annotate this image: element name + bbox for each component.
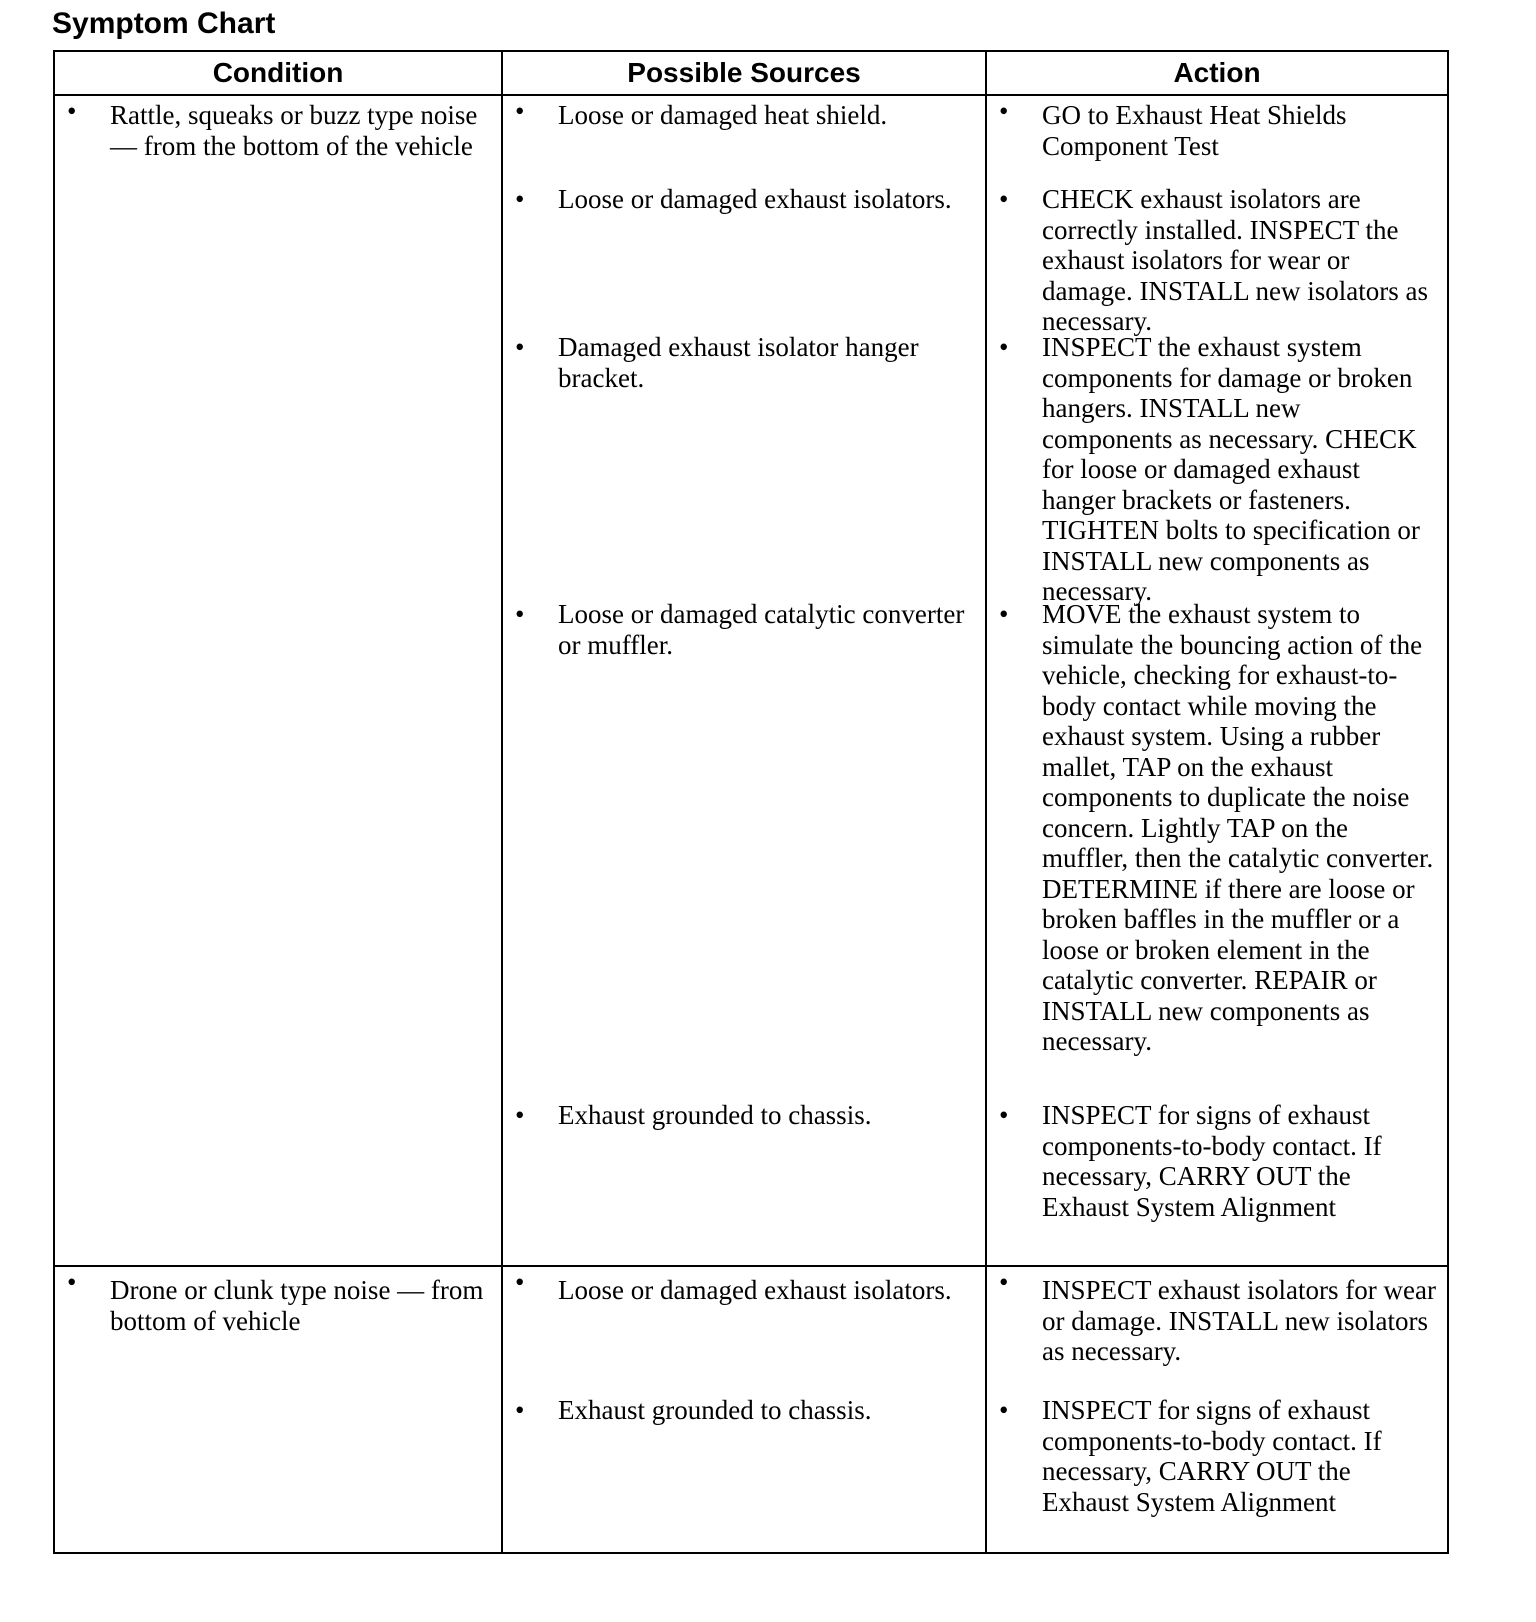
sources-actions [503, 1267, 1447, 1552]
bullet-icon: • [999, 332, 1009, 362]
bullet-icon: • [67, 96, 77, 126]
bullet-icon: • [515, 184, 525, 214]
bullet-icon: • [999, 1100, 1009, 1130]
source-action-pair [503, 184, 1447, 336]
condition-item [55, 96, 501, 161]
condition-text: Drone or clunk type noise — from bottom of vehicle [110, 1275, 484, 1336]
source-action-pair [503, 1395, 1447, 1552]
source-item [503, 599, 985, 660]
action-item [987, 96, 1447, 161]
source-item [503, 1395, 985, 1426]
symptom-chart-table [53, 50, 1449, 1554]
bullet-icon: • [67, 1267, 77, 1297]
table-row [55, 1265, 1447, 1552]
bullet-icon: • [515, 332, 525, 362]
bullet-icon: • [515, 1100, 525, 1130]
source-action-pair [503, 1100, 1447, 1265]
action-item [987, 1395, 1447, 1517]
bullet-icon: • [999, 1395, 1009, 1425]
source-item [503, 96, 985, 131]
table-header [55, 52, 1447, 96]
source-item [503, 1100, 985, 1131]
source-action-pair [503, 332, 1447, 606]
action-text: INSPECT the exhaust system components for damage or broken hangers. INSTALL new components as necessary. CHECK for loose or damaged exhaust hanger brackets or fasteners. TIGHTEN bolts to specification or INSTALL new components as necessary. [1042, 332, 1420, 606]
header-condition: Condition [55, 52, 503, 94]
source-text: Exhaust grounded to chassis. [558, 1100, 872, 1130]
bullet-icon: • [515, 599, 525, 629]
action-text: MOVE the exhaust system to simulate the bouncing action of the vehicle, checking for exhaust-to-body contact while moving the exhaust system. Using a rubber mallet, TAP on the exhaust components to duplicate the noise concern. Lightly TAP on the muffler, then the catalytic converter. DETERMINE if there are loose or broken baffles in the muffler or a loose or broken element in the catalytic converter. REPAIR or INSTALL new components as necessary. [1042, 599, 1434, 1056]
action-item [987, 332, 1447, 607]
condition-text: Rattle, squeaks or buzz type noise — from the bottom of the vehicle [110, 100, 478, 161]
sources-actions [503, 96, 1447, 1265]
bullet-icon: • [999, 184, 1009, 214]
action-text: CHECK exhaust isolators are correctly installed. INSPECT the exhaust isolators for wear or damage. INSTALL new isolators as necessary. [1042, 184, 1428, 336]
condition-item [55, 1267, 501, 1336]
source-item [503, 184, 985, 215]
bullet-icon: • [999, 96, 1009, 126]
source-action-pair [503, 96, 1447, 184]
page-title: Symptom Chart [52, 7, 276, 40]
header-possible-sources: Possible Sources [503, 52, 987, 94]
bullet-icon: • [515, 1267, 525, 1297]
source-action-pair [503, 599, 1447, 1100]
source-text: Loose or damaged exhaust isolators. [558, 184, 952, 214]
source-action-pair [503, 1267, 1447, 1395]
action-text: GO to Exhaust Heat Shields Component Test [1042, 100, 1347, 161]
bullet-icon: • [515, 96, 525, 126]
source-text: Exhaust grounded to chassis. [558, 1395, 872, 1425]
source-item [503, 332, 985, 393]
action-item [987, 1100, 1447, 1222]
condition-cell [55, 96, 503, 1265]
table-row [55, 96, 1447, 1265]
action-text: INSPECT exhaust isolators for wear or damage. INSTALL new isolators as necessary. [1042, 1275, 1436, 1366]
header-action: Action [1173, 57, 1261, 88]
bullet-icon: • [999, 1267, 1009, 1297]
condition-cell [55, 1267, 503, 1552]
bullet-icon: • [999, 599, 1009, 629]
source-text: Loose or damaged exhaust isolators. [558, 1275, 952, 1305]
action-item [987, 184, 1447, 337]
source-text: Damaged exhaust isolator hanger bracket. [558, 332, 919, 393]
source-text: Loose or damaged catalytic converter or muffler. [558, 599, 965, 660]
bullet-icon: • [515, 1395, 525, 1425]
action-item [987, 599, 1447, 1057]
source-text: Loose or damaged heat shield. [558, 100, 888, 130]
action-text: INSPECT for signs of exhaust components-to-body contact. If necessary, CARRY OUT the Exhaust System Alignment [1042, 1395, 1382, 1517]
action-text: INSPECT for signs of exhaust components-to-body contact. If necessary, CARRY OUT the Exhaust System Alignment [1042, 1100, 1382, 1222]
action-item [987, 1267, 1447, 1367]
source-item [503, 1267, 985, 1306]
